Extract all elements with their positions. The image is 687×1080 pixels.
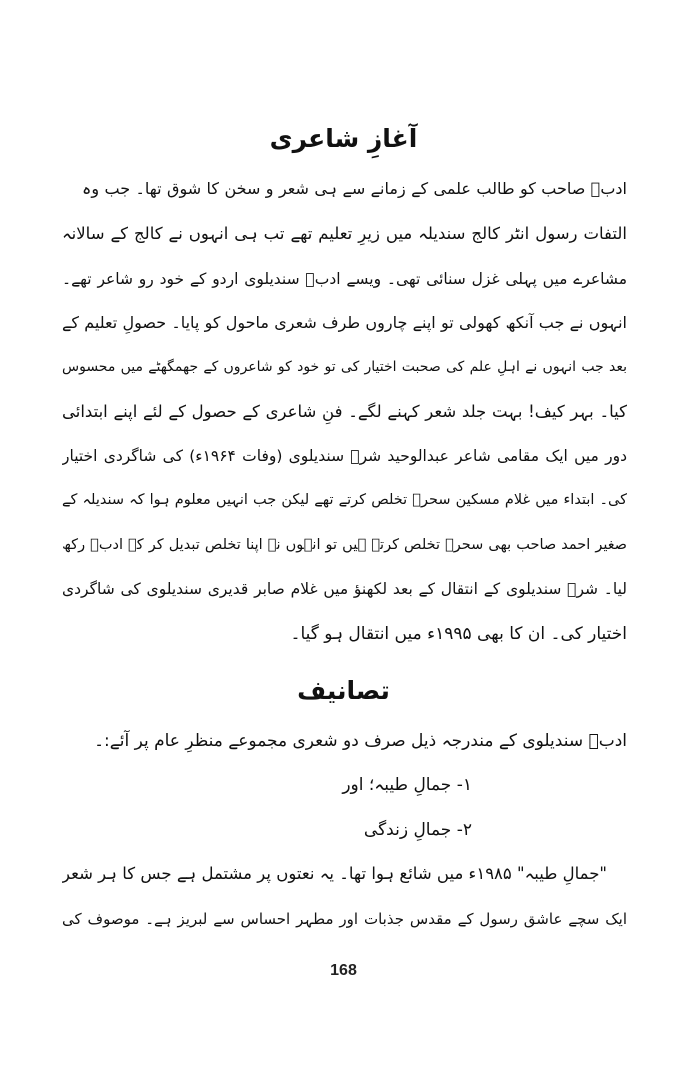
paragraph-line: ادبؔ سندیلوی کے مندرجہ ذیل صرف دو شعری مجموعے منظرِ عام پر آئے:۔ [94,731,627,751]
paragraph-line: دور میں ایک مقامی شاعر عبدالوحید شرؔ سندیلوی (وفات ۱۹۶۴ء) کی شاگردی اختیار [62,447,627,465]
paragraph-line: اختیار کی۔ ان کا بھی ۱۹۹۵ء میں انتقال ہو گیا۔ [290,624,627,644]
paragraph-line: لیا۔ شرؔ سندیلوی کے انتقال کے بعد لکھنؤ میں غلام صابر قدیری سندیلوی کی شاگردی [62,580,627,598]
section-heading-aghaz-e-shairi: آغازِ شاعری [269,124,418,153]
section-heading-tasaneef: تصانیف [297,676,390,705]
paragraph-line: "جمالِ طیبہ" ۱۹۸۵ء میں شائع ہوا تھا۔ یہ نعتوں پر مشتمل ہے جس کا ہر شعر [62,864,607,883]
paragraph-line: صغیر احمد صاحب بھی سحرؔ تخلص کرتے ہیں تو انہوں نے اپنا تخلص تبدیل کر کے ادبؔ رکھ [62,537,627,553]
paragraph-line: ادبؔ صاحب کو طالب علمی کے زمانے سے ہی شعر و سخن کا شوق تھا۔ جب وہ [82,179,627,198]
paragraph-line: انہوں نے جب آنکھ کھولی تو اپنے چاروں طرف شعری ماحول کو پایا۔ حصولِ تعلیم کے [62,313,627,332]
paragraph-line: بعد جب انہوں نے اہلِ علم کی صحبت اختیار کی تو خود کو شاعروں کے جھمگھٹے میں محسوس [62,359,627,375]
list-item: ۲- جمالِ زندگی [363,820,472,840]
paragraph-line: ایک سچے عاشق رسول کے مقدس جذبات اور مطہر احساس سے لبریز ہے۔ موصوف کی [62,910,627,928]
page-number: 168 [330,962,357,979]
paragraph-line: مشاعرے میں پہلی غزل سنائی تھی۔ ویسے ادبؔ سندیلوی اردو کے خود رو شاعر تھے۔ [62,270,627,288]
paragraph-line: التفات رسول انٹر کالج سندیلہ میں زیرِ تعلیم تھے تب ہی انہوں نے کالج کے سالانہ [62,224,627,243]
paragraph-line: کی۔ ابتداء میں غلام مسکین سحرؔ تخلص کرتے تھے لیکن جب انہیں معلوم ہوا کہ سندیلہ کے [62,492,627,508]
list-item: ۱- جمالِ طیبہ؛ اور [342,775,472,795]
paragraph-line: کیا۔ بہر کیف! بہت جلد شعر کہنے لگے۔ فنِ شاعری کے حصول کے لئے اپنے ابتدائی [62,402,627,421]
